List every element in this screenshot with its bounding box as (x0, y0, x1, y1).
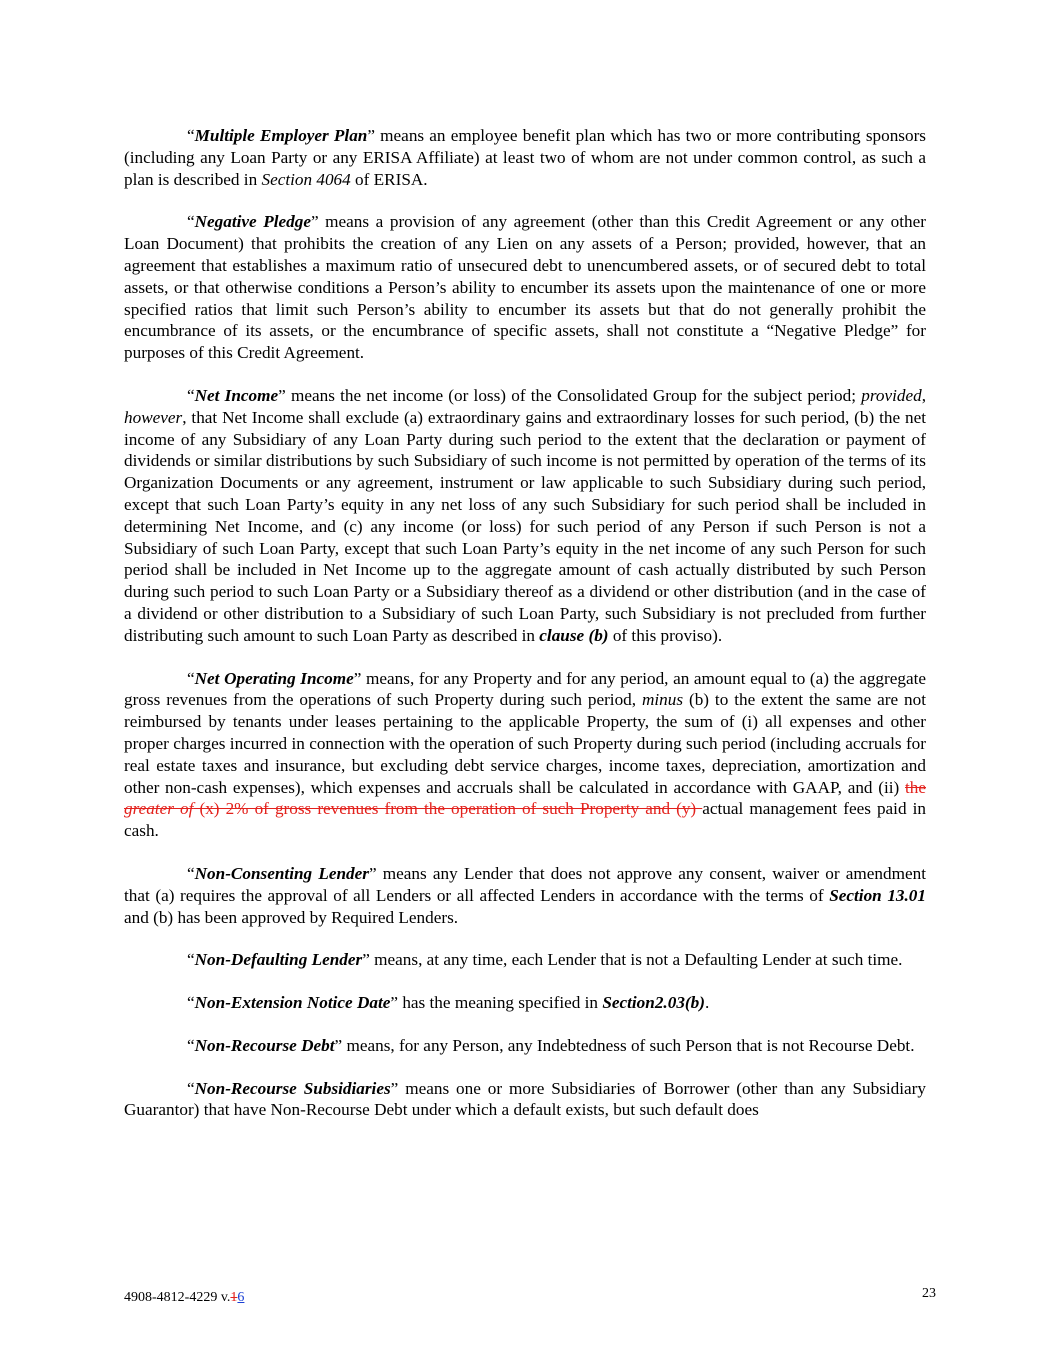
definition-non-recourse-debt: “Non-Recourse Debt” means, for any Person, any Indebtedness of such Person that is not Recourse Debt. (187, 1035, 915, 1055)
definition-non-recourse-subsidiaries: “Non-Recourse Subsidiaries” means one or more Subsidiaries of Borrower (other than any Subsidiary Guarantor) that have Non-Recourse Debt under which a default exists, but such default does (124, 1078, 926, 1120)
definition-non-defaulting-lender: “Non-Defaulting Lender” means, at any time, each Lender that is not a Defaulting Lender at such time. (187, 950, 903, 970)
document-body (124, 125, 926, 1142)
defined-term: Non-Consenting Lender (194, 863, 369, 883)
defined-term: Net Income (194, 385, 279, 405)
definition-net-income: “Net Income” means the net income (or loss) of the Consolidated Group for the subject period; provided, however, that Net Income shall exclude (a) extraordinary gains and extraordinary losses for such period, (b) the net income of any Subsidiary of any Loan Party during such period to the extent that the declaration or payment of dividends or similar distributions by such Subsidiary of such income is not permitted by operation of the terms of its Organization Documents or any agreement, instrument or law applicable to such Subsidiary during such period, except that such Loan Party’s equity in any net loss of any such Subsidiary for such period shall be included in determining Net Income, and (c) any income (or loss) for such period of any Person if such Person is not a Subsidiary of such Loan Party, except that such Loan Party’s equity in the net income of any such Person for such period shall be included in Net Income up to the aggregate amount of cash actually distributed by such Person during such period to such Loan Party or a Subsidiary thereof as a dividend or other distribution (and in the case of a dividend or other distribution to a Subsidiary of such Loan Party, such Subsidiary is not precluded from further distributing such amount to such Loan Party as described in clause (b) of this proviso). (124, 385, 926, 645)
defined-term: Non-Recourse Debt (194, 1035, 335, 1055)
definition-non-extension-notice-date: “Non-Extension Notice Date” has the meaning specified in Section2.03(b). (187, 993, 710, 1013)
defined-term: Net Operating Income (194, 668, 354, 688)
clause-reference: clause (b) (539, 625, 609, 645)
section-reference: Section 13.01 (829, 885, 926, 905)
version-inserted: 6 (237, 1290, 245, 1305)
definition-multiple-employer-plan: “Multiple Employer Plan” means an employee benefit plan which has two or more contributing sponsors (including any Loan Party or any ERISA Affiliate) at least two of whom are not under common control, as such a plan is described in Section 4064 of ERISA. (124, 126, 926, 189)
defined-term: Multiple Employer Plan (194, 126, 368, 145)
section-reference: Section2.03(b) (602, 993, 705, 1013)
section-reference: Section 4064 (261, 169, 351, 189)
deleted-text: (x) 2% of gross revenues from the operation of such Property and (y) (193, 799, 703, 819)
definition-negative-pledge: “Negative Pledge” means a provision of any agreement (other than this Credit Agreement or any other Loan Document) that prohibits the creation of any Lien on any assets of a Person; provided, however, that an agreement that establishes a maximum ratio of unsecured debt to unencumbered assets, or of secured debt to total assets, or that otherwise conditions a Person’s ability to encumber its assets upon the maintenance of one or more specified ratios that limit such Person’s ability to encumber its assets but that do not generally prohibit the encumbrance of its assets, or the encumbrance of specific assets, shall not constitute a “Negative Pledge” for purposes of this Credit Agreement. (124, 212, 926, 363)
defined-term: Non-Defaulting Lender (194, 950, 363, 970)
defined-term: Non-Extension Notice Date (194, 993, 391, 1013)
document-id-footer: 4908-4812-4229 v.16 (124, 1290, 245, 1305)
defined-term: Negative Pledge (194, 212, 311, 232)
definition-net-operating-income: “Net Operating Income” means, for any Property and for any period, an amount equal to (a) the aggregate gross revenues from the operations of such Property during such period, minus (b) to the extent the same are not reimbursed by tenants under leases pertaining to the applicable Property, the sum of (i) all expenses and other proper charges incurred in connection with the operation of such Property during such period (including accruals for real estate taxes and insurance, but excluding debt service charges, income taxes, depreciation, amortization and other non-cash expenses), which expenses and accruals shall be calculated in accordance with GAAP, and (ii) the greater of (x) 2% of gross revenues from the operation of such Property and (y) actual management fees paid in cash. (124, 668, 926, 841)
deleted-text: greater of (124, 799, 194, 819)
version-deleted: 1 (230, 1290, 238, 1305)
deleted-text: the (905, 777, 926, 797)
page-number: 23 (922, 1286, 936, 1301)
definition-non-consenting-lender: “Non-Consenting Lender” means any Lender that does not approve any consent, waiver or amendment that (a) requires the approval of all Lenders or all affected Lenders in accordance with the terms of Section 13.01 and (b) has been approved by Required Lenders. (124, 863, 926, 927)
defined-term: Non-Recourse Subsidiaries (194, 1078, 391, 1098)
